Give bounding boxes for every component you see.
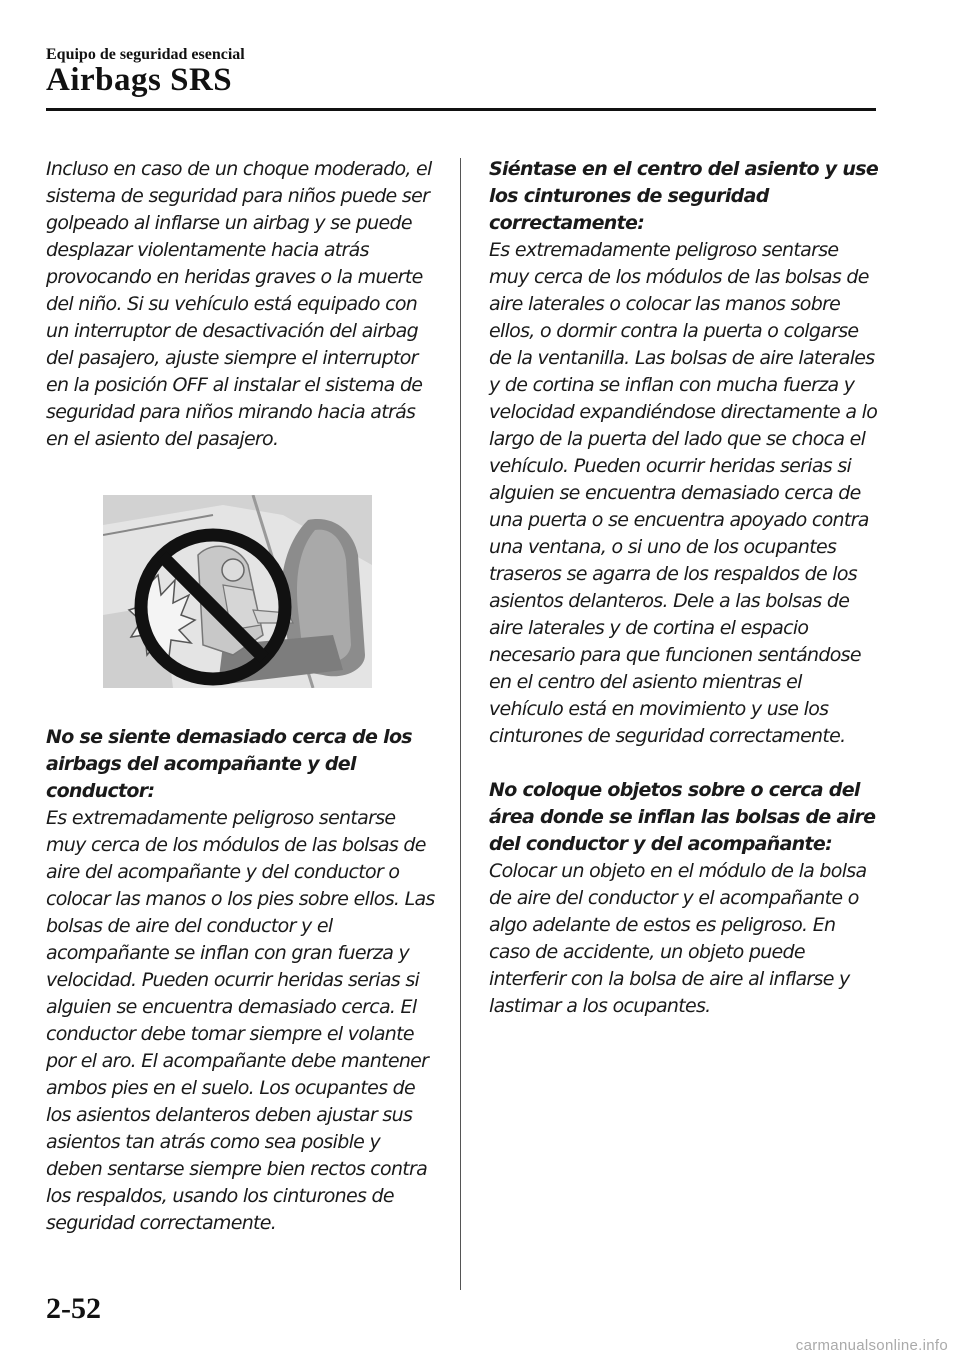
section-body: Es extremadamente peligroso sentarse muy cerca de los módulos de las bolsas de aire laterales o colocar las manos sobre ellos, o dormir contra la puerta o colgarse de la ventanilla. Las bolsas de aire laterales y de cortina se inflan con mucha fuerza y velocidad expandiéndose directamente a lo largo de la puerta del lado que se choca el vehículo. Pueden ocurrir heridas serias si alguien se encuentra demasiado cerca de una puerta o se encuentra apoyado contra una ventana, o si uno de los ocupantes traseros se agarra de los respaldos de los asientos delanteros. Dele a las bolsas de aire laterales y de cortina el espacio necesario para que funcionen sentándose en el centro del asiento mientras el vehículo está en movimiento y use los cinturones de seguridad correctamente. [489,239,878,747]
column-divider [460,158,461,1290]
prohibition-illustration [103,495,372,688]
page-title: Airbags SRS [46,62,233,98]
section-body: Es extremadamente peligroso sentarse muy cerca de los módulos de las bolsas de aire del acompañante y del conductor o colocar las manos o los pies sobre ellos. Las bolsas de aire del conductor y el acompañante se inflan con gran fuerza y velocidad. Pueden ocurrir heridas serias si alguien se encuentra demasiado cerca. El conductor debe tomar siempre el volante por el aro. El acompañante debe mantener ambos pies en el suelo. Los ocupantes de los asientos delanteros deben ajustar sus asientos tan atrás como sea posible y deben sentarse siempre bien rectos contra los respaldos, usando los cinturones de seguridad correctamente. [46,807,435,1234]
section-label: Equipo de seguridad esencial [46,46,245,63]
section-body: Colocar un objeto en el módulo de la bolsa de aire del conductor y el acompañante o algo adelante de estos es peligroso. En caso de accidente, un objeto puede interferir con la bolsa de aire al inflarse y lastimar a los ocupantes. [489,860,867,1017]
intro-paragraph: Incluso en caso de un choque moderado, el sistema de seguridad para niños puede ser golpeado al inflarse un airbag y se puede desplazar violentamente hacia atrás provocando en heridas graves o la muerte del niño. Si su vehículo está equipado con un interruptor de desactivación del airbag del pasajero, ajuste siempre el interruptor en la posición OFF al instalar el sistema de seguridad para niños mirando hacia atrás en el asiento del pasajero. [46,158,432,450]
spacer [46,688,438,724]
left-column [46,156,438,1237]
section-heading: No coloque objetos sobre o cerca del área donde se inflan las bolsas de aire del conductor y del acompañante: [489,779,876,855]
right-column [489,156,881,1020]
footer-brand: carmanualsonline.info [795,1337,948,1354]
page-number: 2-52 [46,1292,101,1325]
spacer [489,750,881,777]
section-heading: Siéntase en el centro del asiento y use los cinturones de seguridad correctamente: [489,158,879,234]
header-divider [46,108,876,111]
section-heading: No se siente demasiado cerca de los airbags del acompañante y del conductor: [46,726,412,802]
child-seat-warning-illustration [103,495,372,688]
